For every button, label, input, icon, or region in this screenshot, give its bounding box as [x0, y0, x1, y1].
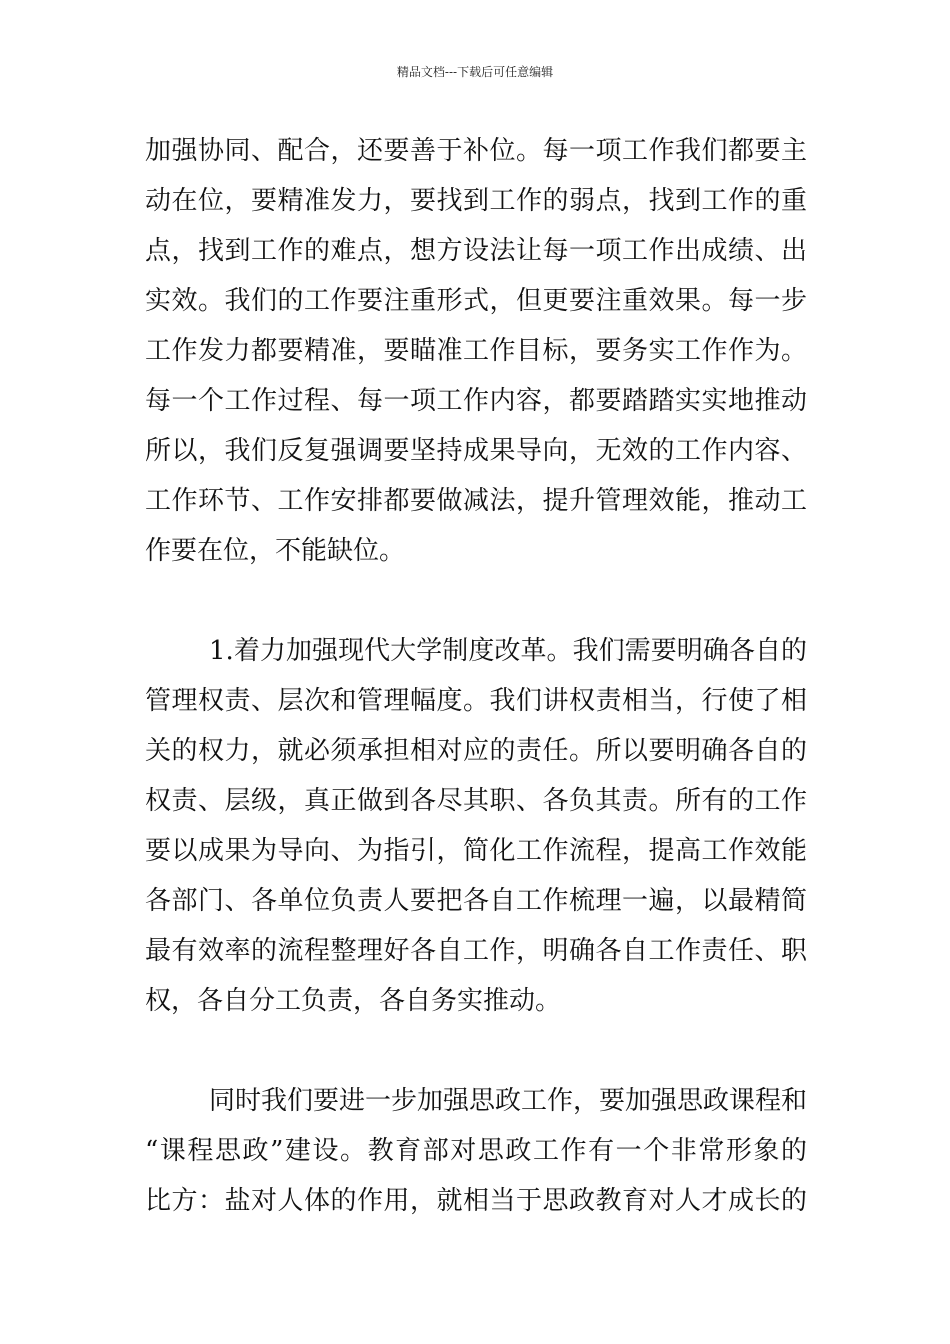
text-line: “课程思政”建设。教育部对思政工作有一个非常形象的 [145, 1136, 807, 1166]
text-line: 比方：盐对人体的作用，就相当于思政教育对人才成长的 [145, 1186, 807, 1216]
text-line: 加强协同、配合，还要善于补位。每一项工作我们都要主 [145, 136, 807, 166]
text-line: 动在位，要精准发力，要找到工作的弱点，找到工作的重 [145, 186, 807, 216]
paragraph-1 [145, 126, 807, 576]
text-line: 要以成果为导向、为指引，简化工作流程，提高工作效能 [145, 836, 807, 866]
paragraph-spacer [145, 1026, 807, 1076]
text-line: 每一个工作过程、每一项工作内容，都要踏踏实实地推动 [145, 386, 807, 416]
text-line: 权责、层级，真正做到各尽其职、各负其责。所有的工作 [145, 786, 807, 816]
text-line: 最有效率的流程整理好各自工作，明确各自工作责任、职 [145, 936, 807, 966]
text-line: 实效。我们的工作要注重形式，但更要注重效果。每一步 [145, 286, 807, 316]
text-line: 工作环节、工作安排都要做减法，提升管理效能，推动工 [145, 486, 807, 516]
text-line: 关的权力，就必须承担相对应的责任。所以要明确各自的 [145, 736, 807, 766]
page-header: 精品文档---下载后可任意编辑 [396, 65, 554, 79]
text-line: 管理权责、层次和管理幅度。我们讲权责相当，行使了相 [145, 686, 807, 716]
text-line: 点，找到工作的难点，想方设法让每一项工作出成绩、出 [145, 236, 807, 266]
paragraph-spacer [145, 576, 807, 626]
text-line: 权，各自分工负责，各自务实推动。 [145, 986, 562, 1016]
text-line: 同时我们要进一步加强思政工作，要加强思政课程和 [209, 1086, 808, 1116]
paragraph-3 [145, 1076, 807, 1226]
document-body [145, 126, 807, 1226]
text-line: 1.着力加强现代大学制度改革。我们需要明确各自的 [209, 636, 807, 666]
paragraph-2 [145, 626, 807, 1026]
text-line: 工作发力都要精准，要瞄准工作目标，要务实工作作为。 [145, 336, 807, 366]
text-line: 所以，我们反复强调要坚持成果导向，无效的工作内容、 [145, 436, 807, 466]
text-line: 各部门、各单位负责人要把各自工作梳理一遍，以最精简 [145, 886, 807, 916]
text-line: 作要在位，不能缺位。 [145, 536, 406, 566]
